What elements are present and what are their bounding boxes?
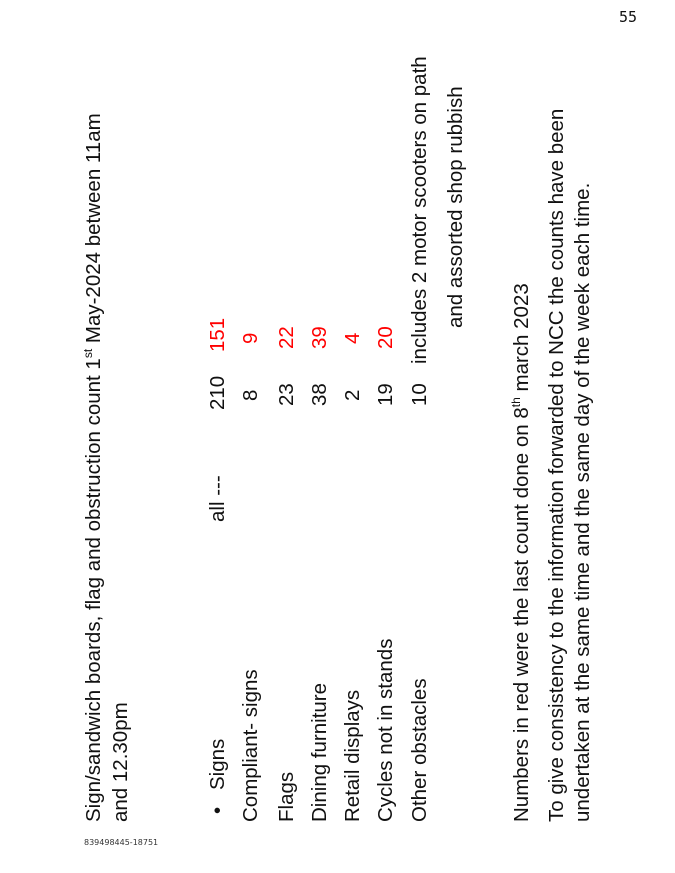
heading-line-1 <box>81 113 105 822</box>
row-signs <box>208 739 229 814</box>
previous-count: 151 <box>206 317 229 352</box>
page-number: 55 <box>618 8 637 26</box>
consistency-line-2: undertaken at the same time and the same day of the week each time. <box>571 182 594 822</box>
footnote-sup: th <box>509 397 524 408</box>
document-id: 839498445-18751 <box>84 838 159 847</box>
red-numbers-footnote <box>509 283 533 822</box>
current-count: 8 <box>239 389 262 401</box>
heading-text-end: May-2024 between 11am <box>82 113 105 349</box>
row-label: Flags <box>275 771 298 822</box>
row-label: Cycles not in stands <box>374 638 397 822</box>
current-count: 23 <box>275 383 298 406</box>
other-note-line-1: includes 2 motor scooters on path <box>408 56 431 364</box>
current-count: 2 <box>341 389 364 401</box>
bullet-icon: • <box>206 806 229 814</box>
heading-text: Sign/sandwich boards, flag and obstruction count 1 <box>82 358 105 822</box>
previous-count: 9 <box>239 332 262 344</box>
current-count: 210 <box>206 375 229 410</box>
previous-count: 22 <box>275 326 298 349</box>
current-count: 10 <box>408 383 431 406</box>
footnote-text-end: march 2023 <box>510 283 533 398</box>
row-label: Other obstacles <box>408 678 431 822</box>
heading-sup: st <box>81 348 96 359</box>
other-note-line-2: and assorted shop rubbish <box>444 86 467 328</box>
row-label: Retail displays <box>341 689 364 822</box>
footnote-text: Numbers in red were the last count done on 8 <box>510 407 533 822</box>
previous-count: 20 <box>374 326 397 349</box>
previous-count: 4 <box>341 332 364 344</box>
consistency-line-1: To give consistency to the information forwarded to NCC the counts have been <box>545 108 568 822</box>
previous-count: 39 <box>308 326 331 349</box>
row-label: Compliant- signs <box>239 669 262 822</box>
current-count: 38 <box>308 383 331 406</box>
row-label: Dining furniture <box>308 682 331 822</box>
heading-line-2: and 12.30pm <box>109 702 132 822</box>
row-label: Signs <box>206 738 229 790</box>
current-count: 19 <box>374 383 397 406</box>
signs-note: all --- <box>206 475 229 522</box>
rotated-content <box>78 56 618 822</box>
